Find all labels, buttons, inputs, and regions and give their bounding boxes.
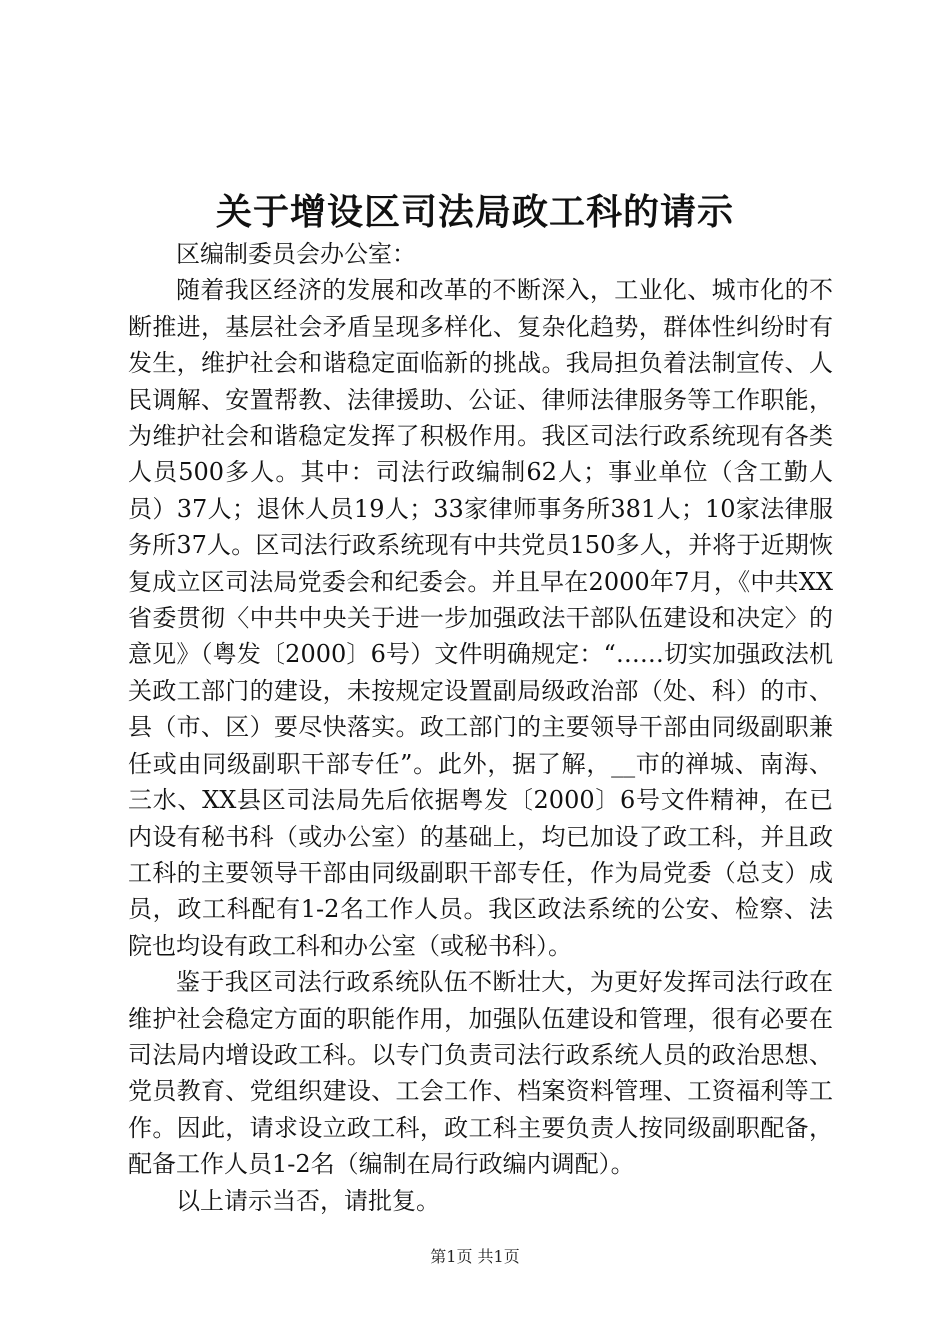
page-number-footer: 第1页 共1页 — [430, 1247, 520, 1266]
paragraph-closing: 以上请示当否，请批复。 — [176, 1186, 440, 1215]
document-body — [128, 236, 833, 1219]
salutation: 区编制委员会办公室： — [176, 240, 416, 268]
paragraph-request: 鉴于我区司法行政系统队伍不断壮大，为更好发挥司法行政在维护社会稳定方面的职能作用，加强队伍建设和管理，很有必要在司法局内增设政工科。以专门负责司法行政系统人员的政治思想、党员教育、党组织建设、工会工作、档案资料管理、工资福利等工作。因此，请求设立政工科，政工科主要负责人按同级副职配备，配备工作人员1-2名（编制在局行政编内调配）。 — [128, 968, 833, 1179]
paragraph-background: 随着我区经济的发展和改革的不断深入，工业化、城市化的不断推进，基层社会矛盾呈现多样化、复杂化趋势，群体性纠纷时有发生，维护社会和谐稳定面临新的挑战。我局担负着法制宣传、人民调解、安置帮教、法律援助、公证、律师法律服务等工作职能，为维护社会和谐稳定发挥了积极作用。我区司法行政系统现有各类人员500多人。其中：司法行政编制62人；事业单位（含工勤人员）37人；退休人员19人；33家律师事务所381人；10家法律服务所37人。区司法行政系统现有中共党员150多人，并将于近期恢复成立区司法局党委会和纪委会。并且早在2000年7月，《中共XX省委贯彻〈中共中央关于进一步加强政法干部队伍建设和决定〉的意见》（粤发〔2000〕6号）文件明确规定：“……切实加强政法机关政工部门的建设，未按规定设置副局级政治部（处、科）的市、县（市、区）要尽快落实。政工部门的主要领导干部由同级副职兼任或由同级副职干部专任”。此外，据了解，__市的禅城、南海、三水、XX县区司法局先后依据粤发〔2000〕6号文件精神，在已内设有秘书科（或办公室）的基础上，均已加设了政工科，并且政工科的主要领导干部由同级副职干部专任，作为局党委（总支）成员，政工科配有1-2名工作人员。我区政法系统的公安、检察、法院也均设有政工科和办公室（或秘书科）。 — [128, 276, 833, 960]
document-title: 关于增设区司法局政工科的请示 — [215, 191, 734, 233]
